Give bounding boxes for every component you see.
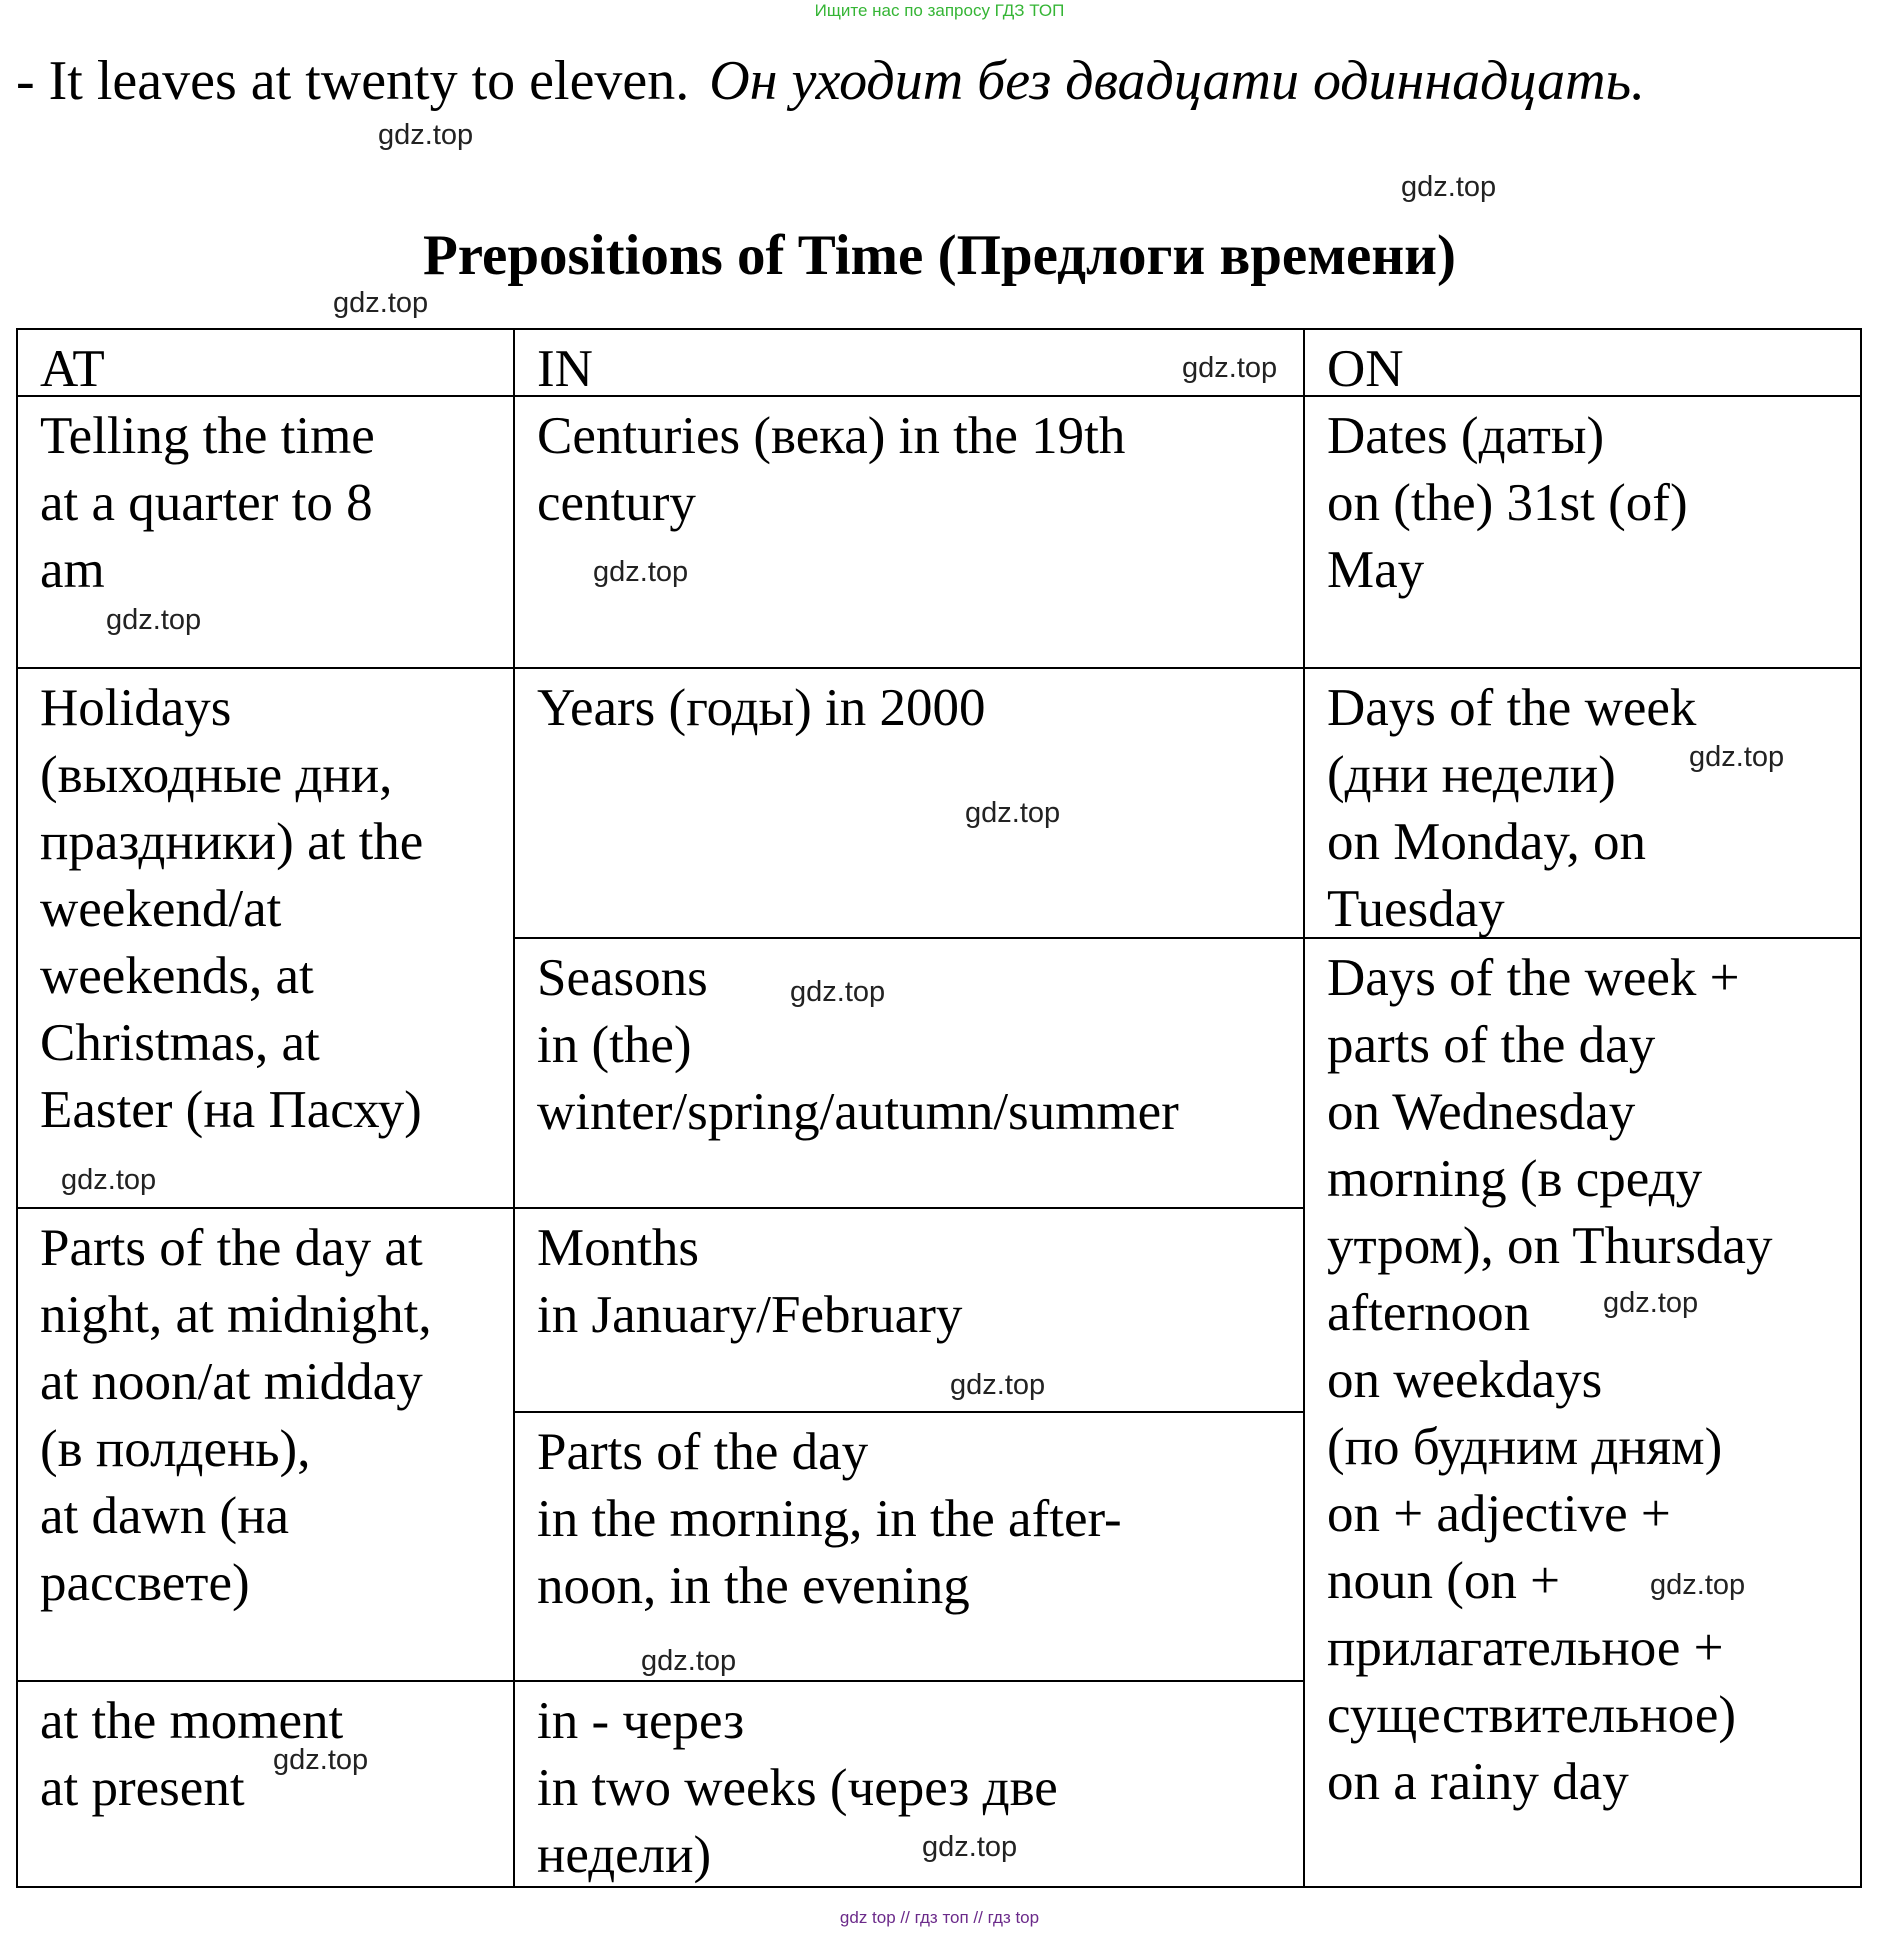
in-parts-of-day-cell [513,1411,1305,1682]
watermark: gdz.top [790,976,886,1008]
text-line: at a quarter to 8 [40,474,373,532]
watermark: gdz.top [1650,1569,1746,1601]
watermark: gdz.top [1401,171,1497,203]
header-in-label: IN [537,340,593,398]
in-years-cell [513,667,1305,939]
text-line: in January/February [537,1286,963,1344]
watermark: gdz.top [273,1744,369,1776]
text-line: morning (в среду [1327,1150,1703,1208]
watermark: gdz.top [641,1645,737,1677]
text-line: night, at midnight, [40,1286,432,1344]
watermark: gdz.top [106,604,202,636]
watermark: gdz.top [950,1369,1046,1401]
text-line: существительное) [1327,1686,1737,1744]
text-line: on a rainy day [1327,1753,1629,1811]
text-line: праздники) at the [40,813,424,871]
text-line: afternoon [1327,1284,1531,1342]
prepositions-table [16,328,1862,1888]
at-holidays-cell [16,667,515,1209]
top-search-note: Ищите нас по запросу ГДЗ ТОП [814,1,1065,20]
text-line: недели) [537,1826,712,1884]
text-line: Holidays [40,679,232,737]
text-line: Telling the time [40,407,375,465]
text-line: on weekdays [1327,1351,1603,1409]
text-line: at dawn (на [40,1487,290,1545]
text-line: at the moment [40,1692,344,1750]
watermark: gdz.top [1182,352,1278,384]
text-line: at noon/at midday [40,1353,423,1411]
footer-links: gdz top // гдз топ // гдз top [839,1908,1040,1927]
text-line: (дни недели) [1327,746,1616,804]
watermark: gdz.top [378,119,474,151]
text-line: noun (on + [1327,1552,1561,1610]
text-line: in two weeks (через две [537,1759,1058,1817]
text-line: Tuesday [1327,880,1505,938]
at-parts-of-day-cell [16,1207,515,1682]
text-line: parts of the day [1327,1016,1656,1074]
in-months-cell [513,1207,1305,1413]
watermark: gdz.top [1689,741,1785,773]
header-on [1303,328,1862,397]
text-line: on + adjective + [1327,1485,1671,1543]
watermark: gdz.top [922,1831,1018,1863]
watermark: gdz.top [1603,1287,1699,1319]
text-line: Months [537,1219,699,1277]
sentence-english: - It leaves at twenty to eleven. [16,50,690,112]
example-sentence [16,48,1866,114]
text-line: am [40,541,105,599]
on-days-cell [1303,667,1862,939]
text-line: прилагательное + [1327,1619,1724,1677]
text-line: Days of the week [1327,679,1697,737]
text-line: Parts of the day at [40,1219,423,1277]
text-line: Dates (даты) [1327,407,1605,465]
text-line: in (the) [537,1016,692,1074]
text-line: at present [40,1759,245,1817]
text-line: Seasons [537,949,708,1007]
text-line: Centuries (века) in the 19th [537,407,1126,465]
watermark: gdz.top [593,556,689,588]
text-line: Years (годы) in 2000 [537,679,986,737]
text-line: weekend/at [40,880,282,938]
header-on-label: ON [1327,340,1404,398]
text-line: Parts of the day [537,1423,869,1481]
text-line: (в полдень), [40,1420,311,1478]
text-line: winter/spring/autumn/summer [537,1083,1179,1141]
text-line: рассвете) [40,1554,250,1612]
text-line: Easter (на Пасху) [40,1081,422,1139]
on-dates-cell [1303,395,1862,669]
text-line: Christmas, at [40,1014,320,1072]
watermark: gdz.top [333,287,429,319]
text-line: in - через [537,1692,745,1750]
header-at-label: AT [40,340,105,398]
in-through-cell [513,1680,1305,1888]
text-line: noon, in the evening [537,1557,970,1615]
at-telling-time-cell [16,395,515,669]
watermark: gdz.top [965,797,1061,829]
text-line: century [537,474,696,532]
text-line: on (the) 31st (of) [1327,474,1688,532]
at-moment-cell [16,1680,515,1888]
text-line: утром), on Thursday [1327,1217,1773,1275]
in-seasons-cell [513,937,1305,1209]
text-line: (по будним дням) [1327,1418,1723,1476]
text-line: weekends, at [40,947,314,1005]
text-line: Days of the week + [1327,949,1740,1007]
text-line: in the morning, in the after- [537,1490,1122,1548]
text-line: May [1327,541,1425,599]
header-at [16,328,515,397]
sentence-russian: Он уходит без двадцати одиннадцать. [709,50,1646,112]
text-line: on Wednesday [1327,1083,1636,1141]
text-line: on Monday, on [1327,813,1646,871]
on-days-parts-cell [1303,937,1862,1888]
in-centuries-cell [513,395,1305,669]
watermark: gdz.top [61,1164,157,1196]
page-title: Prepositions of Time (Предлоги времени) [422,224,1457,287]
text-line: (выходные дни, [40,746,393,804]
